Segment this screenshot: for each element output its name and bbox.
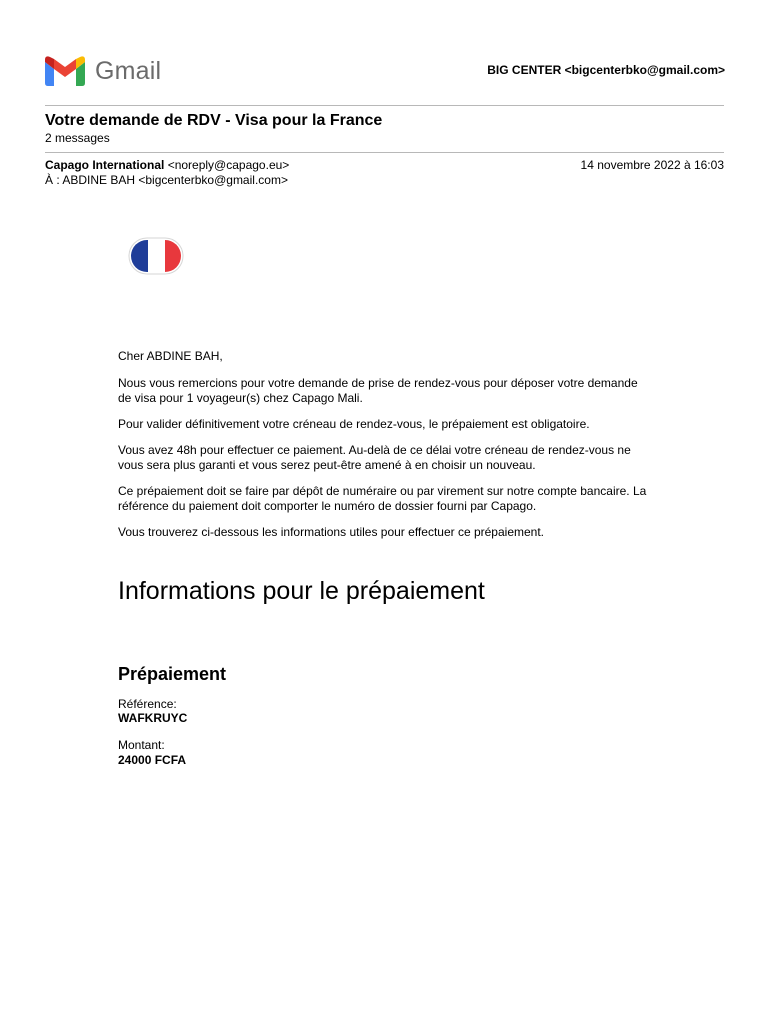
recipient-line: À : ABDINE BAH <bigcenterbko@gmail.com>	[45, 173, 288, 187]
paragraph-info	[118, 525, 648, 540]
amount-label: Montant:	[118, 738, 165, 752]
paragraph-method-text: Ce prépaiement doit se faire par dépôt de numéraire ou par virement sur notre compte bancaire. La référence du paiement doit comporter le numéro de dossier fourni par Capago.	[118, 484, 647, 513]
paragraph-deadline	[118, 443, 648, 473]
reference-value: WAFKRUYC	[118, 711, 188, 725]
gmail-logo[interactable]	[45, 56, 161, 86]
paragraph-info-text: Vous trouverez ci-dessous les informations utiles pour effectuer ce prépaiement.	[118, 525, 544, 539]
thread-subject: Votre demande de RDV - Visa pour la France	[45, 112, 383, 129]
reference-label: Référence:	[118, 697, 177, 711]
greeting-text: Cher ABDINE BAH,	[118, 349, 223, 363]
sender-email: <noreply@capago.eu>	[167, 158, 290, 172]
payment-subheading: Prépaiement	[118, 664, 227, 684]
divider	[45, 105, 724, 106]
divider	[45, 152, 724, 153]
paragraph-method	[118, 484, 648, 514]
gmail-wordmark: Gmail	[95, 56, 162, 85]
amount-value: 24000 FCFA	[118, 753, 187, 767]
sender-name: Capago International	[45, 158, 165, 172]
greeting	[118, 349, 648, 364]
payment-heading: Informations pour le prépaiement	[118, 577, 485, 605]
gmail-m-icon	[45, 56, 85, 86]
paragraph-validate	[118, 417, 648, 432]
paragraph-deadline-text: Vous avez 48h pour effectuer ce paiement. Au-delà de ce délai votre créneau de rendez-vous ne vous sera plus garanti et vous serez peut-être amené à en choisir un nouveau.	[118, 443, 631, 472]
france-flag-icon	[128, 237, 184, 275]
paragraph-validate-text: Pour valider définitivement votre créneau de rendez-vous, le prépaiement est obligatoire.	[118, 417, 590, 431]
message-count: 2 messages	[45, 131, 110, 145]
gmail-header	[45, 54, 725, 88]
account-label: BIG CENTER <bigcenterbko@gmail.com>	[487, 63, 725, 77]
paragraph-thanks-text: Nous vous remercions pour votre demande de prise de rendez-vous pour déposer votre demande de visa pour 1 voyageur(s) chez Capago Mali.	[118, 376, 638, 405]
message-date: 14 novembre 2022 à 16:03	[580, 158, 724, 172]
paragraph-thanks	[118, 376, 648, 406]
sender-line	[45, 158, 289, 172]
